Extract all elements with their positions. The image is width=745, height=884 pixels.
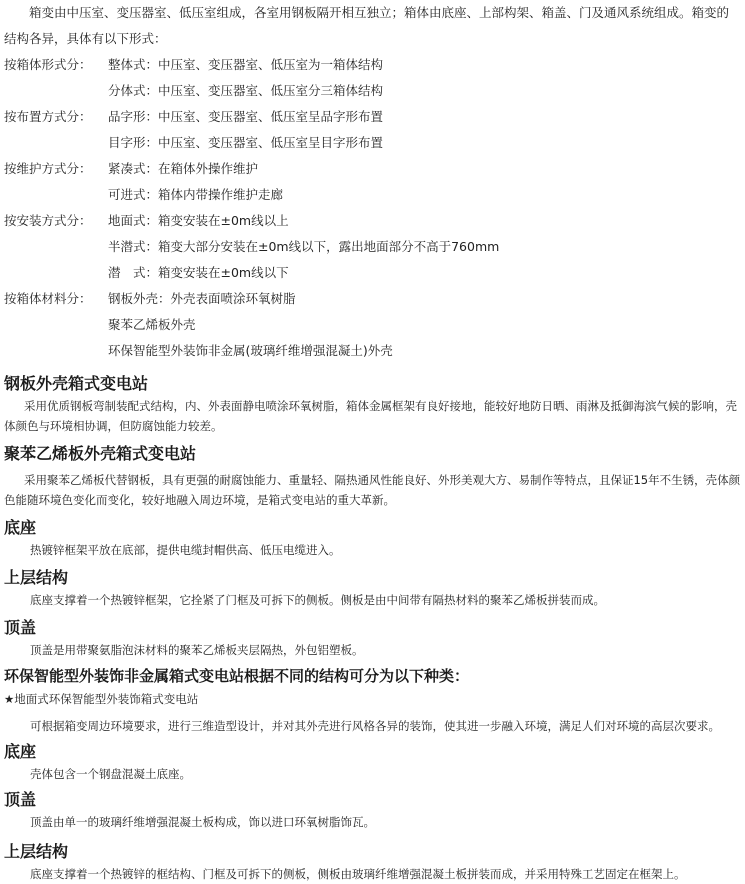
classification-row (4, 78, 741, 104)
classification-row (4, 234, 741, 260)
section-text-upper: 底座支撑着一个热镀锌框架，它拴紧了门框及可拆下的侧板。侧板是由中间带有隔热材料的聚苯乙烯板拼装而成。 (30, 593, 605, 607)
classification-list (4, 52, 741, 364)
classification-label: 按布置方式分： (4, 109, 92, 124)
classification-row (4, 52, 741, 78)
classification-item: 紧凑式：在箱体外操作维护 (108, 161, 259, 176)
section-text-roof: 顶盖是用带聚氨脂泡沫材料的聚苯乙烯板夹层隔热，外包铝塑板。 (30, 643, 364, 657)
section-heading-base: 底座 (4, 518, 37, 537)
classification-item: 环保智能型外装饰非金属(玻璃纤维增强混凝土)外壳 (108, 343, 393, 358)
section-text-polystyrene: 采用聚苯乙烯板代替钢板，具有更强的耐腐蚀能力、重量轻、隔热通风性能良好、外形美观大方、易制作等特点，且保证15年不生锈，壳体颜色能随环境色变化而变化，较好地融入周边环境，是箱式变电站的重大革新。 (4, 473, 741, 507)
classification-label: 按安装方式分： (4, 213, 92, 228)
classification-item: 品字形：中压室、变压器室、低压室呈品字形布置 (108, 109, 384, 124)
classification-label: 按箱体材料分： (4, 291, 92, 306)
classification-item: 半潜式：箱变大部分安装在±0m线以下，露出地面部分不高于760mm (108, 239, 500, 254)
section-text-base: 热镀锌框架平放在底部，提供电缆封帽供高、低压电缆进入。 (30, 543, 341, 557)
section-heading-roof: 顶盖 (4, 618, 37, 637)
classification-row (4, 104, 741, 130)
classification-item: 目字形：中压室、变压器室、低压室呈目字形布置 (108, 135, 384, 150)
classification-item: 可进式：箱体内带操作维护走廊 (108, 187, 284, 202)
classification-row (4, 182, 741, 208)
section-text-base-2: 壳体包含一个钢盘混凝土底座。 (30, 767, 191, 781)
section-text-upper-2: 底座支撑着一个热镀锌的框结构、门框及可拆下的侧板，侧板由玻璃纤维增强混凝土板拼装而成，并采用特殊工艺固定在框架上。 (30, 867, 686, 881)
section-heading-steel: 钢板外壳箱式变电站 (4, 374, 149, 393)
classification-label: 按箱体形式分： (4, 57, 92, 72)
intro-paragraph: 箱变由中压室、变压器室、低压室组成，各室用钢板隔开相互独立；箱体由底座、上部构架、箱盖、门及通风系统组成。箱变的结构各异，具体有以下形式： (4, 5, 730, 46)
classification-item: 潜 式：箱变安装在±0m线以下 (108, 265, 289, 280)
section-text-roof-2: 顶盖由单一的玻璃纤维增强混凝土板构成，饰以进口环氧树脂饰瓦。 (30, 815, 375, 829)
classification-item: 分体式：中压室、变压器室、低压室分三箱体结构 (108, 83, 384, 98)
classification-item: 整体式：中压室、变压器室、低压室为一箱体结构 (108, 57, 384, 72)
classification-row (4, 338, 741, 364)
classification-row (4, 208, 741, 234)
section-heading-upper: 上层结构 (4, 568, 69, 587)
section-heading-eco: 环保智能型外装饰非金属箱式变电站根据不同的结构可分为以下种类： (4, 667, 470, 685)
section-text-steel: 采用优质钢板弯制装配式结构，内、外表面静电喷涂环氧树脂，箱体金属框架有良好接地，能较好地防日晒、雨淋及抵御海滨气候的影响，壳体颜色与环境相协调，但防腐蚀能力较差。 (4, 399, 737, 433)
classification-item: 钢板外壳：外壳表面喷涂环氧树脂 (108, 291, 296, 306)
classification-item: 地面式：箱变安装在±0m线以上 (108, 213, 289, 228)
section-heading-polystyrene: 聚苯乙烯板外壳箱式变电站 (4, 444, 197, 463)
section-heading-roof-2: 顶盖 (4, 790, 37, 809)
section-text-eco: 可根据箱变周边环境要求，进行三维造型设计，并对其外壳进行风格各异的装饰，使其进一步融入环境，满足人们对环境的高层次要求。 (30, 719, 720, 733)
classification-row (4, 260, 741, 286)
classification-row (4, 286, 741, 312)
classification-row (4, 130, 741, 156)
classification-item: 聚苯乙烯板外壳 (108, 317, 196, 332)
classification-row (4, 312, 741, 338)
eco-star-line: ★地面式环保智能型外装饰箱式变电站 (4, 692, 199, 706)
classification-label: 按维护方式分： (4, 161, 92, 176)
classification-row (4, 156, 741, 182)
section-heading-base-2: 底座 (4, 742, 37, 761)
section-heading-upper-2: 上层结构 (4, 842, 69, 861)
